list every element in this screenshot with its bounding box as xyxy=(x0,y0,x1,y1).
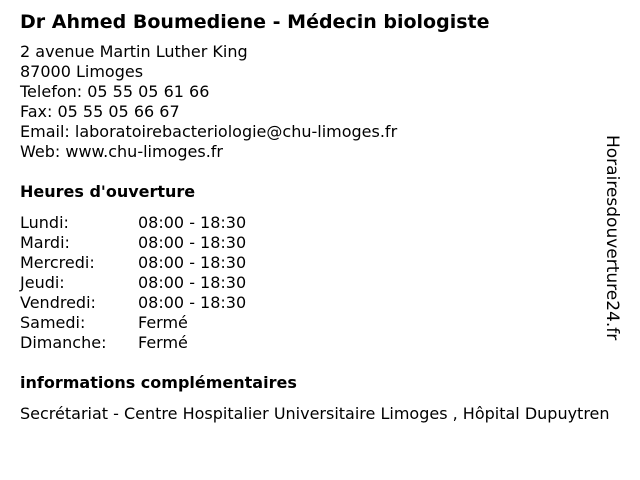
opening-hours-table xyxy=(20,213,610,353)
day-label: Dimanche: xyxy=(20,333,107,352)
day-label: Samedi: xyxy=(20,313,86,332)
page-title: Dr Ahmed Boumediene - Médecin biologiste xyxy=(20,11,490,33)
day-label: Mercredi: xyxy=(20,253,95,272)
additional-info-text: Secrétariat - Centre Hospitalier Universitaire Limoges , Hôpital Dupuytren xyxy=(20,404,610,423)
hours-value: 08:00 - 18:30 xyxy=(138,273,247,292)
hours-row-friday xyxy=(20,293,610,313)
hours-value: Fermé xyxy=(138,333,188,352)
hours-value: Fermé xyxy=(138,313,188,332)
day-label: Mardi: xyxy=(20,233,70,252)
doctor-card xyxy=(20,8,610,424)
day-label: Jeudi: xyxy=(20,273,65,292)
day-label: Lundi: xyxy=(20,213,69,232)
city-address: 87000 Limoges xyxy=(20,62,144,81)
hours-value: 08:00 - 18:30 xyxy=(138,233,247,252)
website-address: Web: www.chu-limoges.fr xyxy=(20,142,223,161)
hours-value: 08:00 - 18:30 xyxy=(138,213,247,232)
hours-row-monday xyxy=(20,213,610,233)
site-watermark-label: Horairesdouverture24.fr xyxy=(602,135,622,341)
hours-row-wednesday xyxy=(20,253,610,273)
hours-row-thursday xyxy=(20,273,610,293)
contact-block xyxy=(20,42,610,162)
opening-hours-heading: Heures d'ouverture xyxy=(20,182,196,201)
additional-info-heading: informations complémentaires xyxy=(20,373,297,392)
hours-row-saturday xyxy=(20,313,610,333)
hours-row-tuesday xyxy=(20,233,610,253)
hours-value: 08:00 - 18:30 xyxy=(138,253,247,272)
hours-value: 08:00 - 18:30 xyxy=(138,293,247,312)
hours-row-sunday xyxy=(20,333,610,353)
street-address: 2 avenue Martin Luther King xyxy=(20,42,248,61)
email-address: Email: laboratoirebacteriologie@chu-limoges.fr xyxy=(20,122,398,141)
fax-number: Fax: 05 55 05 66 67 xyxy=(20,102,180,121)
day-label: Vendredi: xyxy=(20,293,96,312)
phone-number: Telefon: 05 55 05 61 66 xyxy=(20,82,210,101)
